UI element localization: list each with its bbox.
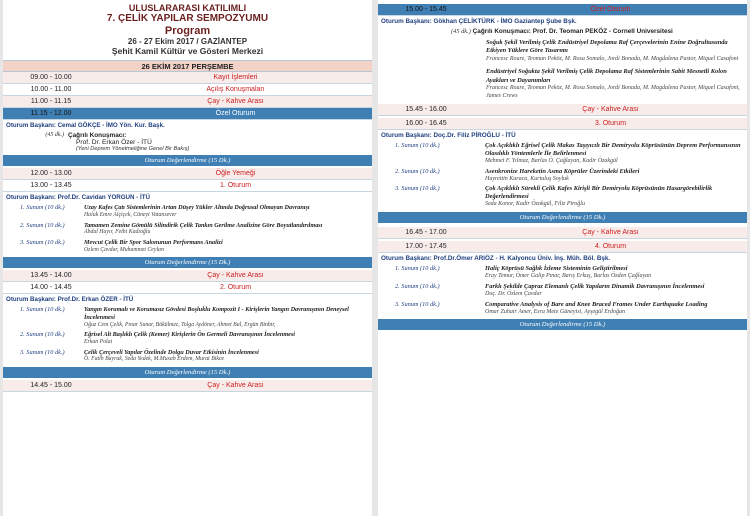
presentation (3, 330, 372, 347)
presentation-label: 1. Sunum (10 dk.) (20, 204, 65, 212)
presentation-label: 2. Sunum (10 dk.) (395, 167, 440, 175)
session-evaluation: Oturum Değerlendirme (15 Dk.) (3, 367, 372, 378)
session-evaluation: Oturum Değerlendirme (15 Dk.) (378, 319, 747, 330)
presentation-label: 1. Sunum (10 dk.) (395, 141, 440, 149)
presentation-title: Tamamen Zemine Gömülü Silindirik Çelik Tankın Gerilme Analizine Göre Boyutlandırılması (84, 221, 323, 229)
row-time: 13.45 - 14.00 (30, 272, 72, 280)
session-evaluation: Oturum Değerlendirme (15 Dk.) (378, 212, 747, 223)
schedule-row (3, 96, 372, 108)
row-event: Özel Oturum (590, 6, 631, 13)
row-time: 14.45 - 15.00 (30, 381, 72, 389)
presentation-title: Comparative Analysis of Bare and Knee Braced Frames Under Earthquake Loading (485, 300, 708, 308)
keynote-speaker: Prof. Dr. Teoman PEKÖZ - Cornell Universitesi (532, 28, 673, 35)
header-line-1: ULUSLARARASI KATILIMLI (128, 3, 247, 13)
row-time: 12.00 - 13.00 (30, 170, 72, 178)
presentation-authors: Oğuz Cem Çelik, Pınar Sunar, Bükülmez, Tolga Aydöner, Ahmet Bal, Ergün Binbir, (84, 321, 276, 328)
row-event: Çay - Kahve Arası (207, 98, 264, 106)
presentation-label: 2. Sunum (10 dk.) (20, 221, 65, 229)
row-event: Öğle Yemeği (215, 170, 256, 178)
presentation (378, 264, 747, 282)
row-time: 11.00 - 11.15 (30, 98, 72, 106)
keynote-speaker: Prof. Dr. Erkan Özer - İTÜ (76, 139, 152, 147)
keynote-title: Çağrılı Konuşmacı: (472, 28, 531, 35)
row-event: Çay - Kahve Arası (582, 229, 639, 237)
schedule-row (378, 227, 747, 239)
presentation (3, 203, 372, 220)
presentation-authors: Erkan Polat (84, 339, 113, 346)
row-time: 16.45 - 17.00 (405, 229, 447, 237)
presentation-title: Haliç Köprüsü Sağlık İzleme Sisteminin Geliştirilmesi (485, 265, 628, 273)
program-page-right (378, 0, 747, 516)
schedule-row (3, 84, 372, 96)
paper-authors: Francesc Roure, Teoman Peköz, M. Rosa Somalo, Jordi Bonada, M. Magdalena Pastor, Miquel Casafont (486, 55, 739, 62)
row-time: 09.00 - 10.00 (30, 74, 72, 82)
schedule-row (378, 118, 747, 130)
presentation (378, 282, 747, 300)
presentation-authors: O. Fatih Bayrak, Seda Yedek, M.Musab Erdem, Murat Bikce (84, 356, 225, 363)
row-time: 15.00 - 15.45 (405, 6, 447, 13)
presentation-title: Çok Açıklıklı Sürekli Çelik Kafes Kirişli Bir Demiryolu Köprüsünün Hasargörebilirlik Değerlendirmesi (485, 185, 713, 201)
row-time: 17.00 - 17.45 (405, 243, 447, 251)
row-time: 14.00 - 14.45 (30, 284, 72, 292)
row-time: 15.45 - 16.00 (405, 105, 447, 113)
row-event: Çay - Kahve Arası (207, 381, 264, 389)
schedule-row (378, 104, 747, 116)
presentation-label: 1. Sunum (10 dk.) (395, 265, 440, 273)
presentation (3, 305, 372, 330)
presentation (3, 348, 372, 365)
presentation-title: Uzay Kafes Çatı Sistemlerinin Artan Düşey Yükler Altında Doğrusal Olmayan Davranışı (84, 204, 310, 212)
presentation (3, 238, 372, 255)
presentation-authors: Hayrettin Karaca, Kurtuluş Soyluk (485, 175, 569, 182)
session-chair: Oturum Başkanı: Prof.Dr. Cavidan YORGUN - İTÜ (6, 194, 150, 202)
keynote-title: Çağrılı Konuşmacı: (68, 132, 127, 140)
row-time: 16.00 - 16.45 (405, 119, 447, 127)
session-chair: Oturum Başkanı: Prof.Dr.Ömer ARIÖZ - H. Kalyoncu Üniv. İnş. Müh. Böl. Bşk. (381, 255, 611, 263)
keynote (3, 131, 372, 153)
session-chair: Oturum Başkanı: Gökhan ÇELİKTÜRK - İMO Gaziantep Şube Bşk. (381, 18, 577, 25)
keynote-topic: (Yeni Deprem Yönetmeliğine Genel Bir Bakış) (76, 146, 190, 153)
presentation-label: 1. Sunum (10 dk.) (20, 306, 65, 314)
keynote-duration: (45 dk.) (451, 28, 471, 35)
presentation-authors: Haluk Emre Alçiçek, Cüneyt Vatansever (84, 212, 177, 219)
row-event: Açılış Konuşmaları (206, 86, 265, 94)
schedule-row (3, 108, 372, 120)
paper-title: Soğuk Şekil Verilmiş Çelik Endüstriyel Depolama Raf Çerçevelerinin Enine Doğrultusunda Etkiyen Yüklere Göre Tasarımı (486, 39, 728, 55)
row-time: 13.00 - 13.45 (30, 182, 72, 190)
schedule-row (378, 4, 747, 16)
paper-title: Endüstriyel Soğukta Şekil Verilmiş Çelik Depolama Raf Sistemlerinin Sabit Mesnetli Kolon Ayakları ve Dayanımları (486, 68, 727, 84)
schedule-row (3, 270, 372, 282)
session-chair: Oturum Başkanı: Prof.Dr. Erkan ÖZER - İTÜ (6, 296, 134, 304)
presentation-authors: Eray Temur, Ömer Galip Pınar, Barış Erkuş, Barlas Özden Çağlayan (485, 273, 652, 280)
day-title: 26 EKİM 2017 PERŞEMBE (3, 60, 372, 72)
presentation-title: Asenkronize Hareketin Asma Köprüler Üzerindeki Etkileri (485, 167, 640, 175)
presentation-title: Mevcut Çelik Bir Spor Salonunun Performans Analizi (84, 239, 223, 246)
presentation-title: Eğrisel Alt Başlıklı Çelik (Kemer) Kirişlerin Ön Germeli Davranışının İncelenmesi (84, 331, 296, 339)
row-event: Özel Oturum (215, 110, 256, 118)
program-header (3, 0, 372, 56)
presentation (378, 300, 747, 318)
presentation-title: Çelik Çerçeveli Yapılar Özelinde Dolgu Duvar Etkisinin İncelenmesi (84, 348, 259, 356)
schedule-row (3, 282, 372, 294)
header-program: Program (164, 24, 211, 37)
schedule-row (3, 380, 372, 392)
schedule-row (3, 180, 372, 192)
presentation-title: Yangın Korumalı ve Korumasız Gövdesi Boşluklu Kompozit I - Kirişlerin Yangın Davranışının Deneysel İncelenmesi (84, 306, 349, 322)
row-event: Kayıt İşlemleri (213, 74, 258, 82)
header-dates: 26 - 27 Ekim 2017 / GAZİANTEP (127, 37, 248, 47)
presentation-authors: Omar Zuhair Amer, Esra Mete Güneyisi, Ayşegül Erdoğan (485, 308, 626, 315)
presentation-authors: Abdul Hayır, Fethi Kadıoğlu (84, 229, 151, 236)
presentation-authors: Özlem Çavdar, Muhammet Ceylan (84, 246, 164, 253)
schedule-row (3, 168, 372, 180)
presentation-authors: Mehmet F. Yılmaz, Barlas Ö. Çağlayan, Kadir Özakgül (485, 157, 618, 164)
row-time: 10.00 - 11.00 (30, 86, 72, 94)
row-event: Çay - Kahve Arası (582, 105, 639, 113)
presentation-title: Çok Açıklıklı Eğrisel Çelik Makas Taşıyıcılı Bir Demiryolu Köprüsünün Deprem Performansının Olasılıklı Yöntemlerle İle Belirlenmesi (485, 141, 741, 157)
session-chair: Oturum Başkanı: Doç.Dr. Filiz PİROĞLU - İTÜ (381, 131, 516, 139)
schedule-row (3, 72, 372, 84)
keynote-paper (378, 37, 747, 66)
row-event: 4. Oturum (594, 243, 627, 251)
presentation (3, 221, 372, 238)
presentation-label: 2. Sunum (10 dk.) (20, 331, 65, 339)
presentation-label: 3. Sunum (10 dk.) (20, 239, 65, 246)
session-evaluation: Oturum Değerlendirme (15 Dk.) (3, 257, 372, 268)
session-chair: Oturum Başkanı: Cemal GÖKÇE - İMO Yön. Kur. Başk. (6, 122, 165, 130)
header-venue: Şehit Kamil Kültür ve Gösteri Merkezi (111, 45, 264, 56)
presentation-label: 3. Sunum (10 dk.) (20, 348, 65, 356)
presentation-authors: Doç. Dr. Özlem Çavdar (485, 290, 542, 297)
presentation (378, 184, 747, 210)
keynote (378, 27, 747, 37)
header-line-2: 7. ÇELİK YAPILAR SEMPOZYUMU (106, 13, 269, 25)
keynote-duration: (45 dk.) (45, 132, 64, 139)
row-event: 2. Oturum (219, 284, 252, 292)
row-event: 3. Oturum (594, 119, 627, 127)
row-time: 11.15 - 12.00 (30, 110, 72, 118)
presentation (378, 141, 747, 167)
presentation (378, 167, 747, 185)
schedule-row (378, 241, 747, 253)
presentation-title: Farklı Şekilde Çapraz Elemanlı Çelik Yapıların Dinamik Davranışının İncelenmesi (485, 282, 705, 290)
keynote-paper (378, 66, 747, 103)
program-page-left (3, 0, 372, 516)
presentation-label: 2. Sunum (10 dk.) (395, 282, 440, 290)
row-event: Çay - Kahve Arası (207, 272, 264, 280)
presentation-label: 3. Sunum (10 dk.) (395, 185, 440, 193)
paper-authors: Francesc Roure, Teoman Peköz, M. Rosa Somalo, Jordi Bonada, M. Magdalena Pastor, Miquel Casafont, James Crews (486, 85, 740, 99)
row-event: 1. Oturum (219, 182, 252, 190)
presentation-label: 3. Sunum (10 dk.) (395, 300, 440, 308)
session-evaluation: Oturum Değerlendirme (15 Dk.) (3, 155, 372, 166)
presentation-authors: Seda Konor, Kadir Özakgül, Filiz Piroğlu (485, 201, 585, 208)
